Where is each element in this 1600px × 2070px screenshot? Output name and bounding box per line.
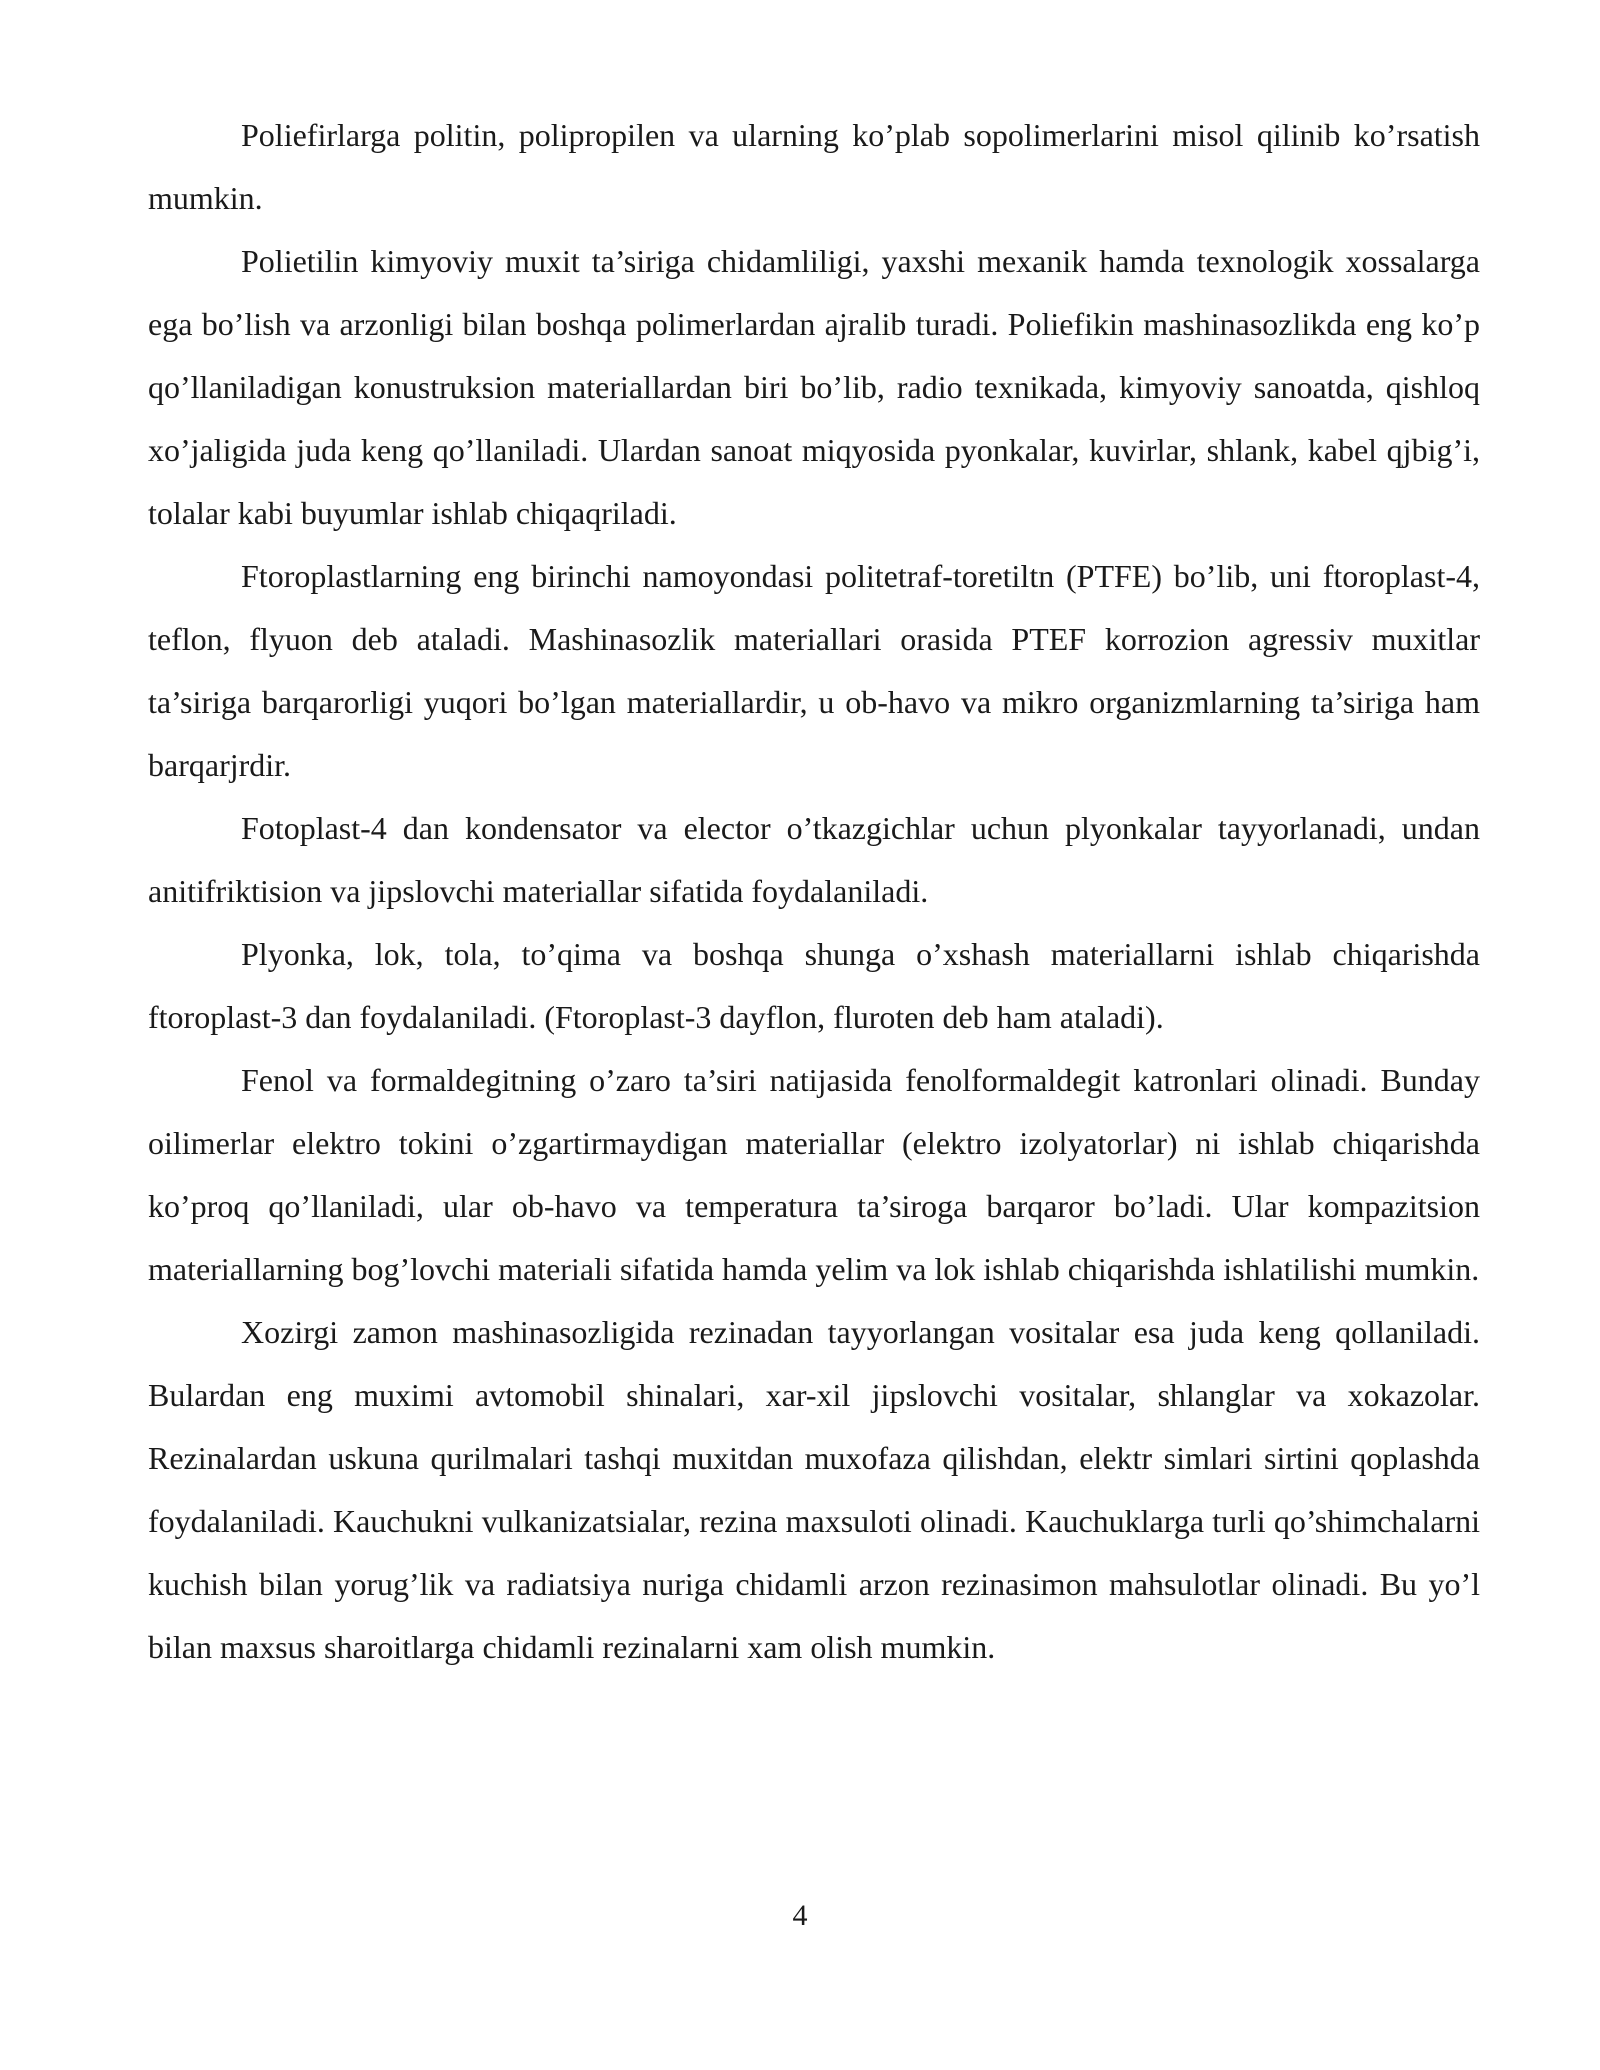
paragraph-5: Plyonka, lok, tola, to’qima va boshqa shunga o’xshash materiallarni ishlab chiqarishda ftoroplast-3 dan foydalaniladi. (Ftoroplast-3 dayflon, fluroten deb ham ataladi). (148, 936, 1480, 1035)
paragraph-7: Xozirgi zamon mashinasozligida rezinadan tayyorlangan vositalar esa juda keng qollaniladi. Bulardan eng muximi avtomobil shinalari, xar-xil jipslovchi vositalar, shlanglar va xokazolar. Rezinalardan uskuna qurilmalari tashqi muxitdan muxofaza qilishdan, elektr simlari sirtini qoplashda foydalaniladi. Kauchukni vulkanizatsialar, rezina maxsuloti olinadi. Kauchuklarga turli qo’shimchalarni kuchish bilan yorug’lik va radiatsiya nuriga chidamli arzon rezinasimon mahsulotlar olinadi. Bu yo’l bilan maxsus sharoitlarga chidamli rezinalarni xam olish mumkin. (148, 1314, 1480, 1665)
paragraph-4: Fotoplast-4 dan kondensator va elector o’tkazgichlar uchun plyonkalar tayyorlanadi, undan anitifriktision va jipslovchi materiallar sifatida foydalaniladi. (148, 810, 1480, 909)
paragraph-1: Poliefirlarga politin, polipropilen va ularning ko’plab sopolimerlarini misol qilinib ko’rsatish mumkin. (148, 117, 1480, 216)
paragraph-3: Ftoroplastlarning eng birinchi namoyondasi politetraf-toretiltn (PTFE) bo’lib, uni ftoroplast-4, teflon, flyuon deb ataladi. Mashinasozlik materiallari orasida PTEF korrozion agressiv muxitlar ta’siriga barqarorligi yuqori bo’lgan materiallardir, u ob-havo va mikro organizmlarning ta’siriga ham barqarjrdir. (148, 558, 1480, 783)
paragraph-2: Polietilin kimyoviy muxit ta’siriga chidamliligi, yaxshi mexanik hamda texnologik xossalarga ega bo’lish va arzonligi bilan boshqa polimerlardan ajralib turadi. Poliefikin mashinasozlikda eng ko’p qo’llaniladigan konustruksion materiallardan biri bo’lib, radio texnikada, kimyoviy sanoatda, qishloq xo’jaligida juda keng qo’llaniladi. Ulardan sanoat miqyosida pyonkalar, kuvirlar, shlank, kabel qjbig’i, tolalar kabi buyumlar ishlab chiqaqriladi. (148, 243, 1480, 531)
body-text (148, 104, 1480, 1679)
page-number: 4 (792, 1899, 808, 1932)
paragraph-6: Fenol va formaldegitning o’zaro ta’siri natijasida fenolformaldegit katronlari olinadi. Bunday oilimerlar elektro tokini o’zgartirmaydigan materiallar (elektro izolyatorlar) ni ishlab chiqarishda ko’proq qo’llaniladi, ular ob-havo va temperatura ta’siroga barqaror bo’ladi. Ular kompazitsion materiallarning bog’lovchi materiali sifatida hamda yelim va lok ishlab chiqarishda ishlatilishi mumkin. (148, 1062, 1480, 1287)
